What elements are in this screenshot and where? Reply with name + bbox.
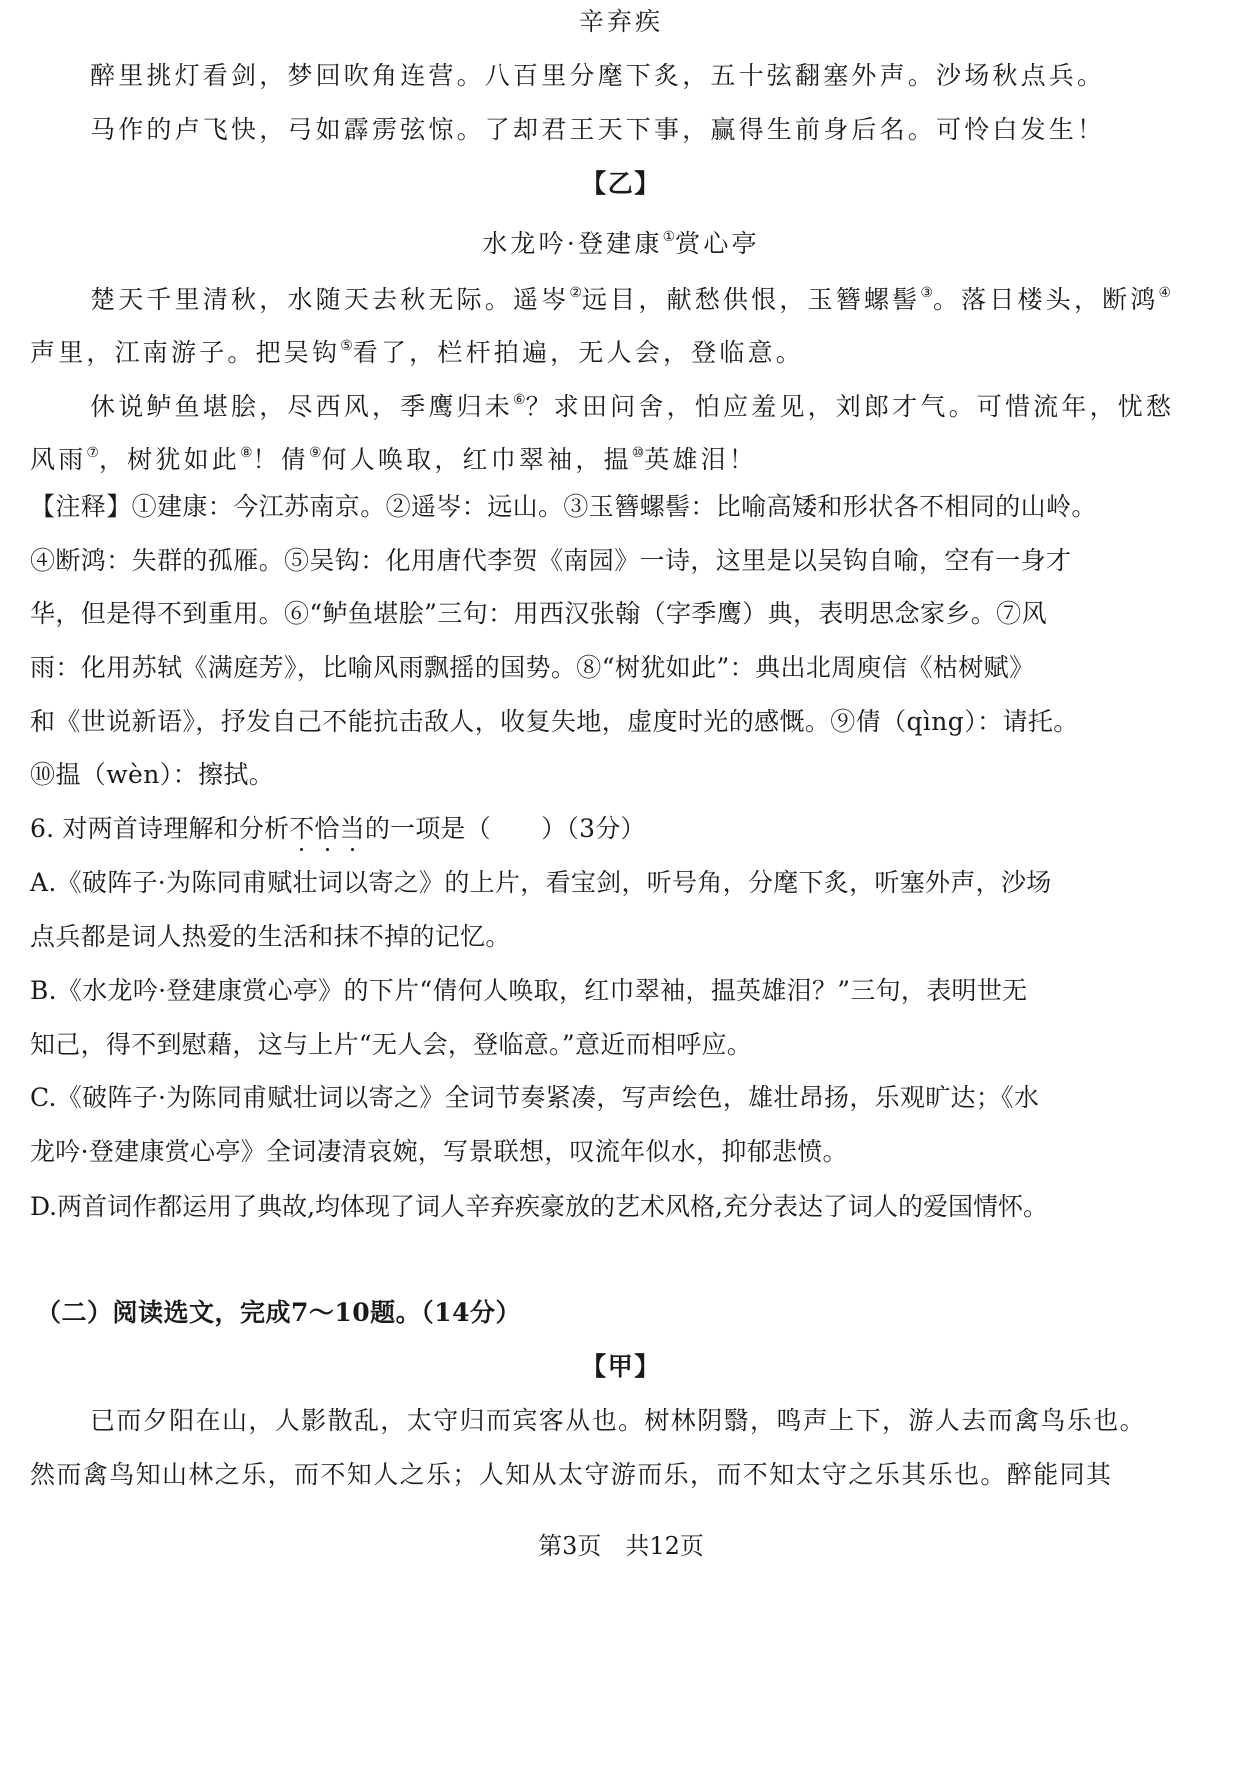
poem-title-text: 水龙吟·登建康 [482,229,663,258]
poem-text: 风雨 [30,445,87,474]
prose-line: 然而禽鸟知山林之乐，而不知人之乐；人知从太守游而乐，而不知太守之乐其乐也。醉能同其 [30,1460,1113,1489]
footnote-marker: ⑥ [513,392,526,408]
question-stem [30,812,1214,846]
poem-text: 休说鲈鱼堪脍，尽西风，季鹰归未 [90,392,514,421]
option-a: 点兵都是词人热爱的生活和抹不掉的记忆。 [30,922,511,951]
emphasis-char: 恰 [314,814,340,843]
option-c: 龙吟·登建康赏心亭》全词凄清哀婉，写景联想，叹流年似水，抑郁悲愤。 [30,1137,848,1166]
poem-text: 远目，献愁供恨，玉簪螺髻 [581,285,921,314]
notes-line: 和《世说新语》，抒发自己不能抗击敌人，收复失地，虚度时光的感慨。⑨倩（qìng）：请托。 [30,707,1079,736]
poem-text: 看了，栏杆拍遍，无人会，登临意。 [352,338,804,367]
poem-text: 楚天千里清秋，水随天去秋无际。遥岑 [90,285,570,314]
notes-line: 【注释】①建康：今江苏南京。②遥岑：远山。③玉簪螺髻：比喻高矮和形状各不相同的山岭。 [30,492,1097,521]
poem-text: ？求田问舍，怕应羞见，刘郎才气。可惜流年，忧愁 [525,392,1175,421]
option-b: B.《水龙吟·登建康赏心亭》的下片“倩何人唤取，红巾翠袖，揾英雄泪？”三句，表明世无 [30,976,1028,1005]
option-a: A.《破阵子·为陈同甫赋壮词以寄之》的上片，看宝剑，听号角，分麾下炙，听塞外声，沙场 [30,868,1052,897]
question-text: 的一项是（ ）（3分） [364,814,646,843]
poem-text: 。落日楼头，断鸿 [932,285,1159,314]
poem-title-text: 赏心亭 [675,229,760,258]
poem-text: ！倩 [252,445,309,474]
option-d: D.两首词作都运用了典故,均体现了词人辛弃疾豪放的艺术风格,充分表达了词人的爱国情怀。 [30,1192,1048,1221]
footnote-marker: ⑧ [239,445,253,461]
option-b: 知己，得不到慰藉，这与上片“无人会，登临意。”意近而相呼应。 [30,1030,753,1059]
poem-author: 辛弃疾 [578,7,664,36]
footnote-marker: ④ [1158,285,1172,301]
page-number: 第3页 共12页 [538,1532,704,1560]
poem-title [0,220,1242,258]
footnote-marker: ⑩ [631,445,645,461]
prose-line: 已而夕阳在山，人影散乱，太守归而宾客从也。树林阴翳，鸣声上下，游人去而禽鸟乐也。 [90,1406,1147,1435]
footnote-marker: ⑨ [308,445,322,461]
footnote-marker: ⑤ [340,338,353,354]
poem-text: 英雄泪！ [644,445,758,474]
section-label-yi: 【乙】 [581,169,661,198]
poem-para [30,436,1214,474]
poem-line: 醉里挑灯看剑，梦回吹角连营。八百里分麾下炙，五十弦翻塞外声。沙场秋点兵。 [90,61,1106,90]
notes-line: 雨：化用苏轼《满庭芳》，比喻风雨飘摇的国势。⑧“树犹如此”：典出北周庾信《枯树赋》 [30,653,1035,682]
poem-para [30,276,1214,314]
footnote-marker: ② [569,285,582,301]
footnote-marker: ⑦ [86,445,99,461]
notes-line: ⑩揾（wèn）：擦拭。 [30,760,275,789]
emphasis-char: 当 [339,814,365,843]
section-label-jia: 【甲】 [581,1352,661,1381]
emphasis-char: 不 [289,814,315,843]
footnote-marker: ③ [920,285,933,301]
notes-line: 华，但是得不到重用。⑥“鲈鱼堪脍”三句：用西汉张翰（字季鹰）典，表明思念家乡。⑦风 [30,599,1047,628]
footnote-marker: ① [662,229,676,245]
poem-text: ，树犹如此 [98,445,240,474]
poem-para [30,383,1214,421]
poem-line: 马作的卢飞快，弓如霹雳弦惊。了却君王天下事，赢得生前身后名。可怜白发生！ [90,115,1106,144]
notes-line: ④断鸿：失群的孤雁。⑤吴钩：化用唐代李贺《南园》一诗，这里是以吴钩自喻，空有一身才 [30,546,1072,575]
option-c: C.《破阵子·为陈同甫赋壮词以寄之》全词节奏紧凑，写声绘色，雄壮昂扬，乐观旷达；《水 [30,1083,1040,1112]
poem-para [30,329,1214,367]
poem-text: 声里，江南游子。把吴钩 [30,338,341,367]
poem-text: 何人唤取，红巾翠袖，揾 [321,445,632,474]
section-heading: （二）阅读选文，完成7～10题。（14分） [36,1298,521,1327]
question-text: 6. 对两首诗理解和分析 [30,814,290,843]
